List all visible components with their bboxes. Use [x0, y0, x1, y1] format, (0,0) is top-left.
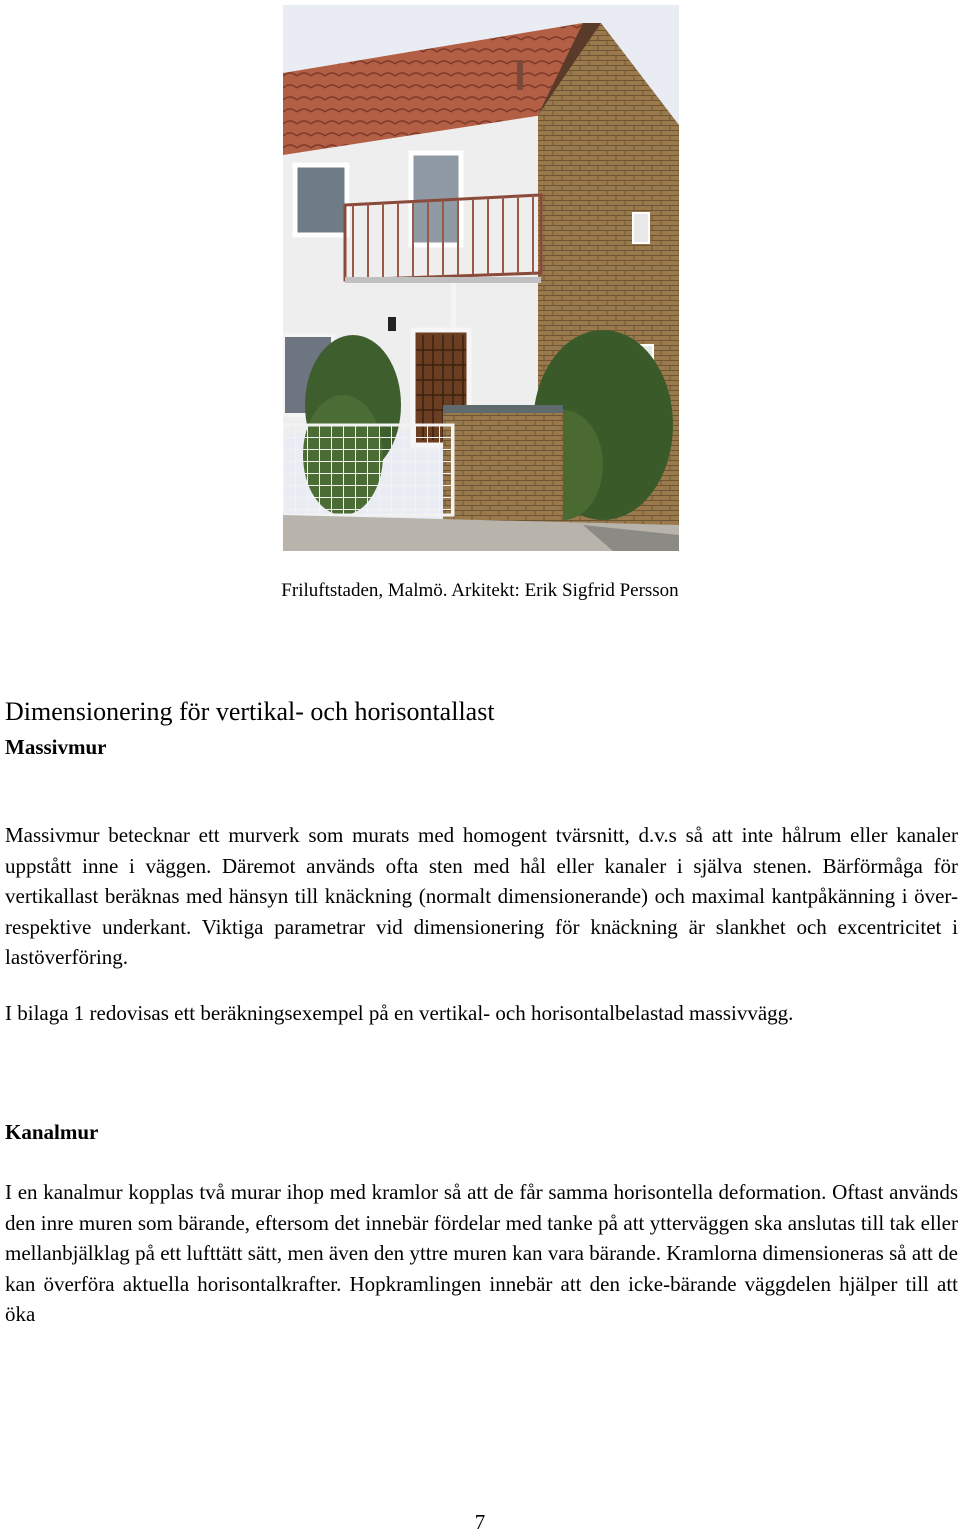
house-photo	[283, 5, 679, 551]
subheading-massivmur: Massivmur	[5, 735, 107, 759]
paragraph-massivmur-2: I bilaga 1 redovisas ett beräkningsexempel på en vertikal- och horisontalbelastad massivvägg.	[5, 1001, 794, 1025]
section-heading: Dimensionering för vertikal- och horisontallast	[5, 697, 495, 726]
paragraph-kanalmur-1: I en kanalmur kopplas två murar ihop med kramlor så att de får samma horisontella deformation. Oftast används den inre muren som bärande, eftersom det innebär fördelar med tanke på att ytterväggen ska anslutas till tak eller mellanbjälklag på ett lufttätt sätt, men även den yttre muren kan vara bärande. Kramlorna dimensioneras så att de kan överföra aktuella horisontalkrafter. Hopkramlingen innebär att den icke-bärande väggdelen hjälper till att öka	[5, 1180, 958, 1326]
page-number: 7	[474, 1510, 486, 1534]
subheading-kanalmur: Kanalmur	[5, 1120, 99, 1144]
paragraph-massivmur-1: Massivmur betecknar ett murverk som murats med homogent tvärsnitt, d.v.s så att inte hålrum eller kanaler uppstått inne i väggen. Däremot används ofta sten med hål eller kanaler i själva stenen. Bärförmåga för vertikallast beräknas med hänsyn till knäckning (normalt dimensionerande) och maximal kantpåkänning i över- respektive underkant. Viktiga parametrar vid dimensionering för knäckning är slankhet och excentricitet i lastöverföring.	[5, 823, 958, 969]
figure-caption: Friluftstaden, Malmö. Arkitekt: Erik Sigfrid Persson	[281, 580, 679, 601]
